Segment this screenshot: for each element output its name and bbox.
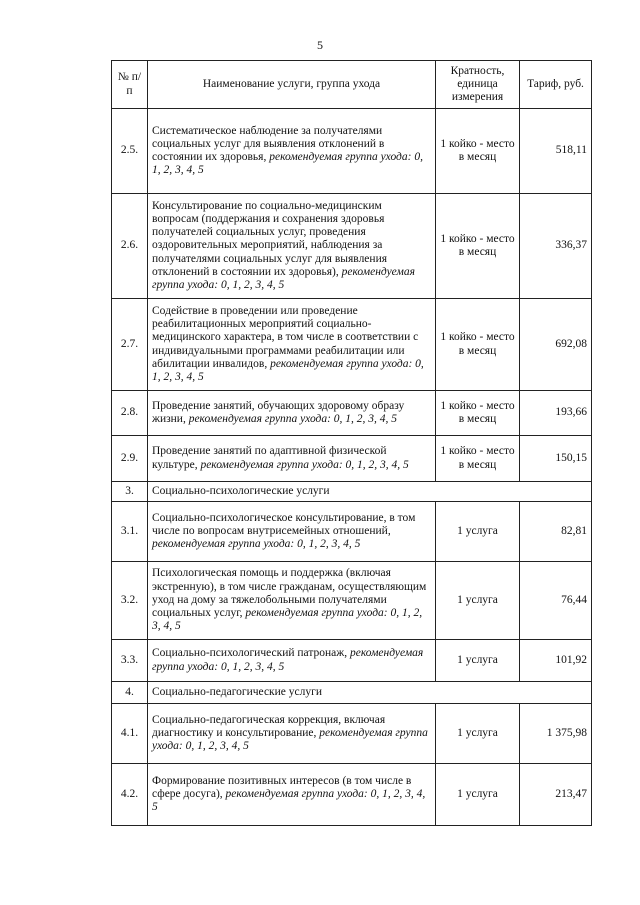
row-tariff: 150,15 — [520, 436, 592, 482]
header-name: Наименование услуги, группа ухода — [148, 61, 436, 109]
table-header-row — [112, 61, 592, 109]
section-num: 4. — [112, 682, 148, 704]
row-tariff: 518,11 — [520, 109, 592, 194]
row-num: 4.1. — [112, 704, 148, 764]
section-row — [112, 682, 592, 704]
row-service-name — [148, 299, 436, 391]
row-num: 3.1. — [112, 502, 148, 562]
service-care-group: рекомендуемая группа ухода: 0, 1, 2, 3, 4, 5 — [152, 151, 423, 177]
row-num: 2.9. — [112, 436, 148, 482]
service-care-group: рекомендуемая группа ухода: 0, 1, 2, 3, 4, 5 — [152, 538, 361, 551]
service-name-text: Социально-психологический патронаж, — [152, 647, 348, 660]
service-care-group: рекомендуемая группа ухода: 0, 1, 2, 3, 4, 5 — [188, 413, 398, 425]
row-num: 3.3. — [112, 640, 148, 682]
service-care-group: рекомендуемая группа ухода: 0, 1, 2, 3, 4, 5 — [152, 647, 424, 673]
service-care-group: рекомендуемая группа ухода: 0, 1, 2, 3, 4, 5 — [152, 357, 424, 383]
service-care-group: рекомендуемая группа ухода: 0, 1, 2, 3, 4, 5 — [152, 726, 428, 753]
service-care-group: рекомендуемая группа ухода: 0, 1, 2, 3, 4, 5 — [152, 787, 426, 814]
service-care-group: рекомендуемая группа ухода: 0, 1, 2, 3, 4, 5 — [200, 458, 409, 471]
row-tariff: 1 375,98 — [520, 704, 592, 764]
service-name-text: Содействие в проведении или проведение реабилитационных мероприятий социально-медицинского характера, в том числе в соответствии с индивидуальными программами реабилитации или абилитации инвалидов, — [152, 304, 419, 370]
table-row — [112, 502, 592, 562]
row-service-name — [148, 764, 436, 826]
row-service-name — [148, 704, 436, 764]
row-num: 2.8. — [112, 391, 148, 436]
row-service-name — [148, 109, 436, 194]
row-service-name — [148, 562, 436, 640]
table-row — [112, 704, 592, 764]
row-service-name — [148, 436, 436, 482]
section-num: 3. — [112, 482, 148, 502]
service-care-group: рекомендуемая группа ухода: 0, 1, 2, 3, 4, 5 — [152, 265, 415, 291]
service-name-text: Проведение занятий, обучающих здоровому образу жизни, — [152, 399, 405, 425]
service-name-text: Консультирование по социально-медицинским вопросам (поддержания и сохранения здоровья получателей социальных услуг, проведения оздоровительных мероприятий, наблюдения за получателями социальных услуг для выявления отклонений в состоянии их здоровья), — [152, 199, 388, 278]
header-tariff: Тариф, руб. — [520, 61, 592, 109]
page-number: 5 — [317, 38, 323, 52]
row-tariff: 193,66 — [520, 391, 592, 436]
table-row — [112, 391, 592, 436]
row-unit: 1 услуга — [436, 764, 520, 826]
service-care-group: рекомендуемая группа ухода: 0, 1, 2, 3, 4, 5 — [152, 607, 423, 633]
row-service-name — [148, 640, 436, 682]
table-row — [112, 640, 592, 682]
service-name-text: Психологическая помощь и поддержка (включая экстренную), в том числе гражданам, осуществляющим уход на дому за тяжелобольными получателями социальных услуг, — [152, 567, 427, 620]
table-row — [112, 109, 592, 194]
row-num: 3.2. — [112, 562, 148, 640]
row-tariff: 82,81 — [520, 502, 592, 562]
row-tariff: 692,08 — [520, 299, 592, 391]
section-title: Социально-педагогические услуги — [148, 682, 592, 704]
row-num: 2.6. — [112, 194, 148, 299]
row-unit: 1 койко - место в месяц — [436, 436, 520, 482]
row-unit: 1 койко - место в месяц — [436, 194, 520, 299]
table-row — [112, 194, 592, 299]
row-unit: 1 койко - место в месяц — [436, 109, 520, 194]
row-unit: 1 койко - место в месяц — [436, 391, 520, 436]
row-num: 4.2. — [112, 764, 148, 826]
table-row — [112, 436, 592, 482]
row-unit: 1 услуга — [436, 502, 520, 562]
service-name-text: Социально-психологическое консультирование, в том числе по вопросам внутрисемейных отношений, — [152, 511, 416, 537]
service-name-text: Формирование позитивных интересов (в том числе в сфере досуга), — [152, 774, 412, 800]
row-service-name — [148, 194, 436, 299]
row-tariff: 336,37 — [520, 194, 592, 299]
row-tariff: 76,44 — [520, 562, 592, 640]
row-unit: 1 услуга — [436, 704, 520, 764]
row-unit: 1 койко - место в месяц — [436, 299, 520, 391]
row-unit: 1 услуга — [436, 562, 520, 640]
service-name-text: Социально-педагогическая коррекция, включая диагностику и консультирование, — [152, 713, 386, 739]
row-num: 2.7. — [112, 299, 148, 391]
header-num: № п/п — [112, 61, 148, 109]
row-num: 2.5. — [112, 109, 148, 194]
service-name-text: Систематическое наблюдение за получателями социальных услуг для выявления отклонений в состоянии их здоровья, — [152, 124, 385, 163]
section-row — [112, 482, 592, 502]
row-unit: 1 услуга — [436, 640, 520, 682]
table-row — [112, 562, 592, 640]
section-title: Социально-психологические услуги — [148, 482, 592, 502]
service-name-text: Проведение занятий по адаптивной физической культуре, — [152, 445, 387, 471]
row-service-name — [148, 502, 436, 562]
row-tariff: 213,47 — [520, 764, 592, 826]
row-service-name — [148, 391, 436, 436]
table-row — [112, 764, 592, 826]
header-unit: Кратность, единица измерения — [436, 61, 520, 109]
services-table — [111, 60, 592, 826]
table-row — [112, 299, 592, 391]
row-tariff: 101,92 — [520, 640, 592, 682]
